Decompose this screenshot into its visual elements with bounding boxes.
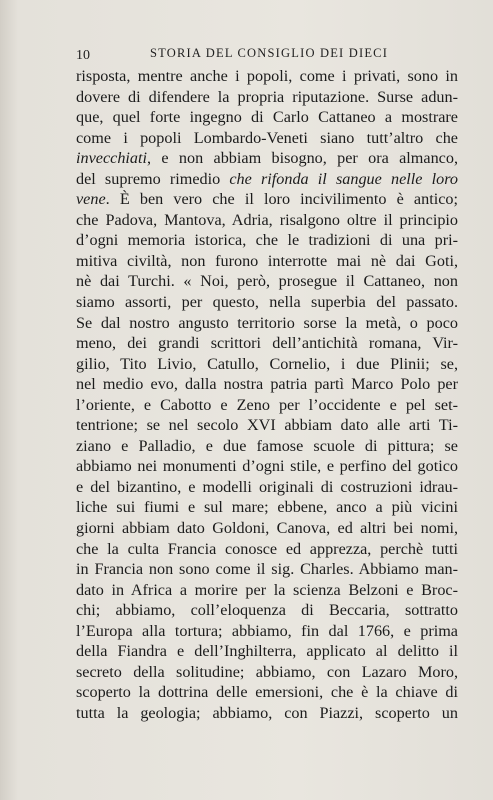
body-text [76,66,458,724]
text-line [76,189,458,210]
text-line: que, quel forte ingegno di Carlo Cattaneo a mostrare [76,108,458,127]
text-line: chi; abbiamo, coll’eloquenza di Beccaria, sottratto [76,601,458,620]
page-number: 10 [76,48,90,63]
text-line: dato in Africa a morire per la scienza Belzoni e Broc- [76,580,458,599]
text-line: tentrione; se nel secolo XVI abbiam dato alle arti Ti- [76,416,458,435]
text-line: giorni abbiam dato Goldoni, Canova, ed altri bei nomi, [76,519,458,538]
text-line: abbiamo nei monumenti d’ogni stile, e perfino del gotico [76,457,458,476]
text-line: scoperto la dottrina delle emersioni, che è la chiave di [76,683,458,702]
text-line: siamo assorti, per questo, nella superbia del passato. [76,293,458,312]
text-line [76,169,458,190]
text-line: ziano e Palladio, e due famose scuole di pittura; se [76,436,458,455]
text-line: che la culta Francia conosce ed apprezza, perchè tutti [76,539,458,558]
text-line: d’ogni memoria istorica, che le tradizioni di una pri- [76,231,458,250]
text-segment: del supremo rimedio [76,169,230,188]
text-line: risposta, mentre anche i popoli, come i privati, sono in [76,67,458,85]
text-line: l’Europa alla tortura; abbiamo, fin dal 1766, e prima [76,621,458,640]
text-line: secreto della solitudine; abbiamo, con Lazaro Moro, [76,662,458,681]
text-line: che Padova, Mantova, Adria, risalgono oltre il principio [76,210,458,229]
italic-text-segment: vene [76,190,106,209]
text-line: meno, dei grandi scrittori dell’antichità romana, Vir- [76,334,458,353]
italic-text-segment: che rifonda il sangue nelle loro [229,169,458,188]
italic-text-segment: invecchiati [76,149,148,168]
text-segment: , e non abbiam bisogno, per ora almanco, [147,149,458,168]
text-line: e del bizantino, e modelli originali di costruzioni idrau- [76,477,458,496]
text-segment: . È ben vero che il loro incivilimento è antico; [105,190,458,209]
text-line: l’oriente, e Cabotto e Zeno per l’occidente e pel set- [76,395,458,414]
text-line: della Fiandra e dell’Inghilterra, applicato al delitto il [76,642,458,661]
text-line: liche sui fiumi e sul mare; ebbene, anco a più vicini [76,498,458,517]
text-line: nel medio evo, dalla nostra patria partì Marco Polo per [76,375,458,394]
text-line: tutta la geologia; abbiamo, con Piazzi, scoperto un [76,703,458,722]
running-head: STORIA DEL CONSIGLIO DEI DIECI [150,46,389,60]
text-line: dovere di difendere la propria riputazione. Surse adun- [76,87,458,106]
text-line: nè dai Turchi. « Noi, però, prosegue il Cattaneo, non [76,272,458,291]
text-line: gilio, Tito Livio, Catullo, Cornelio, i due Plinii; se, [76,354,458,373]
text-line: Se dal nostro angusto territorio sorse la metà, o poco [76,313,458,332]
text-line [76,148,458,169]
text-line: in Francia non sono come il sig. Charles. Abbiamo man- [76,560,458,579]
text-line: mitiva civiltà, non furono interrotte mai nè dai Goti, [76,251,458,270]
text-line: come i popoli Lombardo-Veneti siano tutt’altro che [76,128,458,147]
